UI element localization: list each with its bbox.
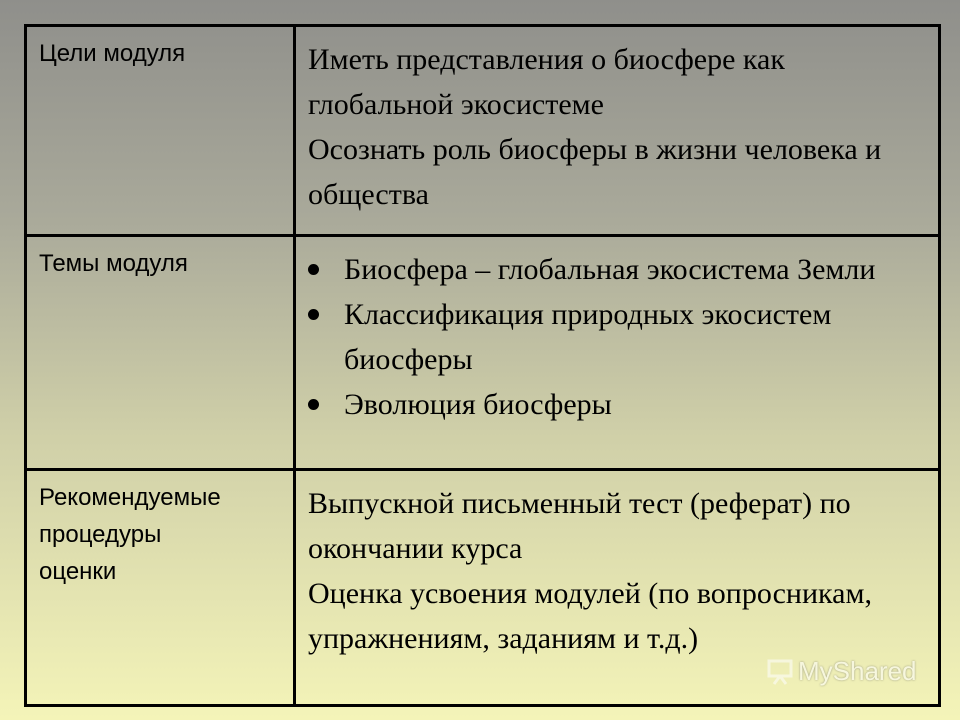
assessment-item: Оценка усвоения модулей (по вопросникам, упражнениям, заданиям и т.д.) — [308, 577, 872, 655]
label-assessment-line: процедуры — [39, 521, 162, 548]
label-topics: Темы модуля — [39, 250, 188, 277]
goal-item: Иметь представления о биосфере как глобальной экосистеме — [308, 43, 785, 121]
label-cell-topics — [26, 236, 295, 470]
topics-list — [308, 247, 928, 427]
content-cell-goals — [295, 26, 940, 236]
label-assessment-line: Рекомендуемые — [39, 484, 221, 511]
topic-text: Биосфера – глобальная экосистема Земли — [344, 253, 876, 286]
topic-item — [308, 382, 928, 427]
topic-item — [308, 292, 928, 382]
row-module-goals — [26, 26, 940, 236]
watermark-text: MyShared — [798, 656, 917, 686]
module-table — [24, 24, 941, 707]
label-cell-assessment — [26, 470, 295, 706]
label-goals: Цели модуля — [39, 40, 186, 67]
bullet-icon — [308, 264, 319, 275]
topic-text: Эволюция биосферы — [344, 388, 612, 421]
bullet-icon — [308, 309, 319, 320]
row-module-topics — [26, 236, 940, 470]
label-cell-goals — [26, 26, 295, 236]
assessment-item: Выпускной письменный тест (реферат) по окончании курса — [308, 487, 851, 565]
topic-text: Классификация природных экосистем биосферы — [344, 298, 832, 376]
bullet-icon — [308, 399, 319, 410]
topic-item — [308, 247, 928, 292]
presentation-board-icon — [766, 658, 794, 686]
watermark-logo — [766, 656, 917, 687]
goal-item: Осознать роль биосферы в жизни человека и общества — [308, 133, 882, 211]
label-assessment-line: оценки — [39, 558, 117, 585]
content-cell-topics — [295, 236, 940, 470]
